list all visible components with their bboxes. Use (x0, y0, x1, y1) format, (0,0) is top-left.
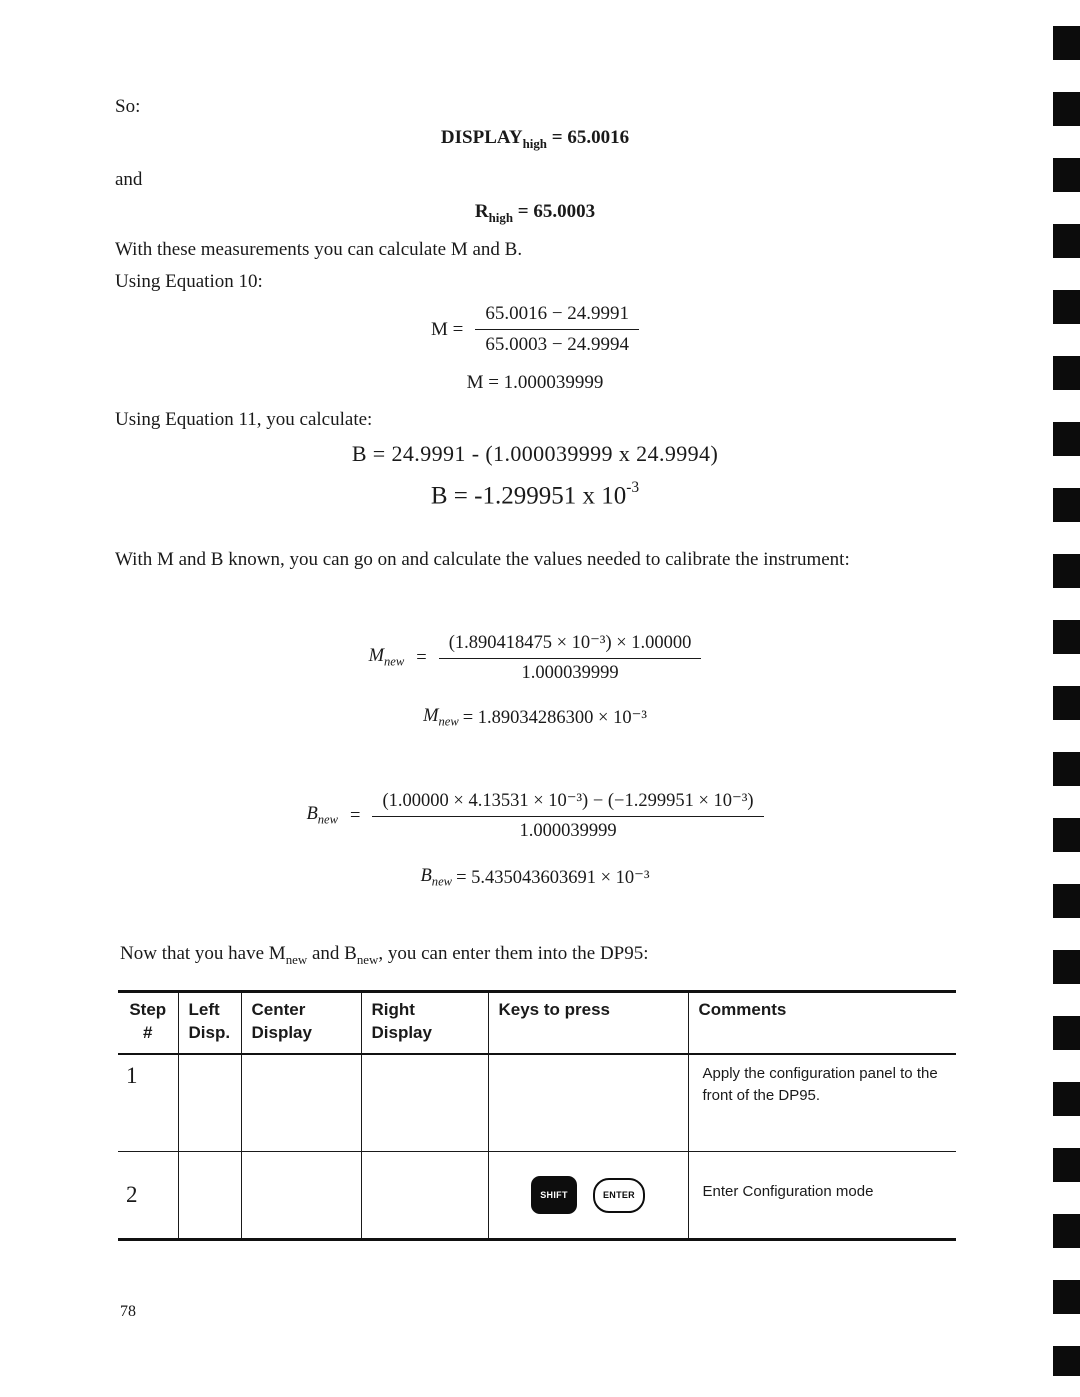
eq-display-base: DISPLAY (440, 127, 523, 148)
header-right-display (361, 992, 488, 1054)
comment-cell: Enter Configuration mode (702, 1182, 874, 1200)
eq-bnew-equals: = (350, 805, 361, 826)
keys-cell (488, 1152, 688, 1240)
now-part3: , you can enter them into the DP95: (378, 943, 649, 964)
text-with-mb-known: With M and B known, you can go on and calculate the values needed to calibrate the instrument: (115, 549, 850, 570)
equation-r-high (115, 201, 955, 226)
eq-mnew-result-base: M (423, 706, 439, 726)
mnew-fraction-numerator: (1.890418475 × 10⁻³) × 1.00000 (439, 632, 702, 659)
eq-display-subscript: high (522, 135, 547, 151)
center-display-cell (241, 1054, 361, 1152)
now-sub1: new (285, 951, 308, 967)
right-display-cell (361, 1152, 488, 1240)
now-part2: and B (307, 943, 357, 964)
header-step (118, 992, 178, 1054)
eq-bnew-lhs (306, 804, 338, 828)
text-now-that (120, 943, 649, 968)
text-and: and (115, 169, 143, 190)
calibration-steps-table (118, 990, 956, 1241)
left-display-cell (178, 1054, 241, 1152)
eq-bnew-result-lhs (420, 866, 452, 890)
equation-b-line1: B = 24.9991 - (1.000039999 x 24.9994) (351, 441, 719, 466)
eq-r-base: R (474, 201, 489, 222)
m-fraction (475, 303, 639, 356)
equation-m-fraction (115, 303, 955, 356)
eq-r-subscript: high (488, 209, 514, 225)
eq-bnew-base: B (306, 804, 318, 825)
eq-r-rhs: = 65.0003 (513, 201, 596, 222)
eq-bnew-result-rhs: = 5.435043603691 × 10⁻³ (456, 867, 650, 888)
comment-cell: Apply the configuration panel to the front of the DP95. (702, 1064, 938, 1104)
bnew-fraction-numerator: (1.00000 × 4.13531 × 10⁻³) − (−1.299951 × 10⁻³) (372, 790, 763, 817)
eq-display-rhs: = 65.0016 (547, 127, 630, 148)
header-left-display (178, 992, 241, 1054)
table-header-row (118, 992, 956, 1054)
page-number: 78 (120, 1303, 136, 1320)
header-center-line2: Display (251, 1022, 312, 1042)
header-keys-to-press: Keys to press (488, 992, 688, 1054)
header-step-line1: Step (129, 1000, 167, 1019)
step-number-cell: 2 (118, 1152, 178, 1240)
scan-binding-marks (1053, 26, 1080, 1376)
text-using-eq11: Using Equation 11, you calculate: (115, 409, 373, 430)
header-left-line1: Left (188, 1000, 220, 1019)
equation-mnew-fraction (115, 632, 955, 684)
eq-mnew-result-rhs: = 1.89034286300 × 10⁻³ (462, 707, 647, 728)
mnew-fraction (439, 632, 702, 684)
eq-mnew-result-subscript: new (438, 714, 459, 729)
enter-key: ENTER (593, 1178, 645, 1213)
eq-bnew-result-subscript: new (431, 874, 453, 889)
equation-b-line2 (115, 481, 955, 510)
text-so: So: (115, 96, 141, 117)
keys-cell (488, 1054, 688, 1152)
now-part1: Now that you have M (120, 943, 286, 964)
center-display-cell (241, 1152, 361, 1240)
bnew-fraction (372, 790, 763, 842)
equation-display-high (115, 127, 955, 152)
eq-bnew-subscript: new (317, 812, 339, 827)
eq-mnew-equals: = (416, 647, 427, 668)
text-using-eq10: Using Equation 10: (115, 271, 263, 292)
right-display-cell (361, 1054, 488, 1152)
eq-m-lhs: M = (430, 318, 464, 340)
header-left-line2: Disp. (188, 1022, 231, 1042)
table-row-step-2 (118, 1152, 956, 1240)
keys-illustration (489, 1176, 688, 1214)
m-fraction-denominator: 65.0003 − 24.9994 (485, 334, 630, 355)
header-right-line2: Display (371, 1022, 432, 1042)
bnew-fraction-denominator: 1.000039999 (519, 821, 617, 841)
m-fraction-numerator: 65.0016 − 24.9991 (475, 303, 639, 330)
eq-b2-superscript: -3 (626, 479, 640, 496)
left-display-cell (178, 1152, 241, 1240)
table-row-step-1 (118, 1054, 956, 1152)
eq-mnew-subscript: new (383, 654, 405, 669)
text-measurements: With these measurements you can calculate M and B. (115, 239, 523, 260)
eq-mnew-base: M (368, 646, 384, 667)
eq-bnew-result-base: B (420, 866, 432, 886)
eq-mnew-lhs (369, 646, 405, 670)
equation-m-result: M = 1.000039999 (466, 372, 604, 393)
equation-bnew-fraction (115, 790, 955, 842)
eq-b2-base: B = -1.299951 x 10 (430, 482, 627, 510)
eq-mnew-result-lhs (423, 706, 459, 730)
header-step-line2: # (143, 1022, 153, 1042)
header-right-line1: Right (371, 1000, 415, 1019)
header-comments: Comments (698, 1000, 787, 1019)
equation-mnew-result (115, 706, 955, 730)
header-center-display (241, 992, 361, 1054)
header-center-line1: Center (251, 1000, 306, 1019)
step-number-cell: 1 (118, 1054, 178, 1152)
equation-bnew-result (115, 866, 955, 890)
mnew-fraction-denominator: 1.000039999 (521, 663, 619, 683)
now-sub2: new (356, 951, 379, 967)
shift-key: SHIFT (531, 1176, 577, 1214)
